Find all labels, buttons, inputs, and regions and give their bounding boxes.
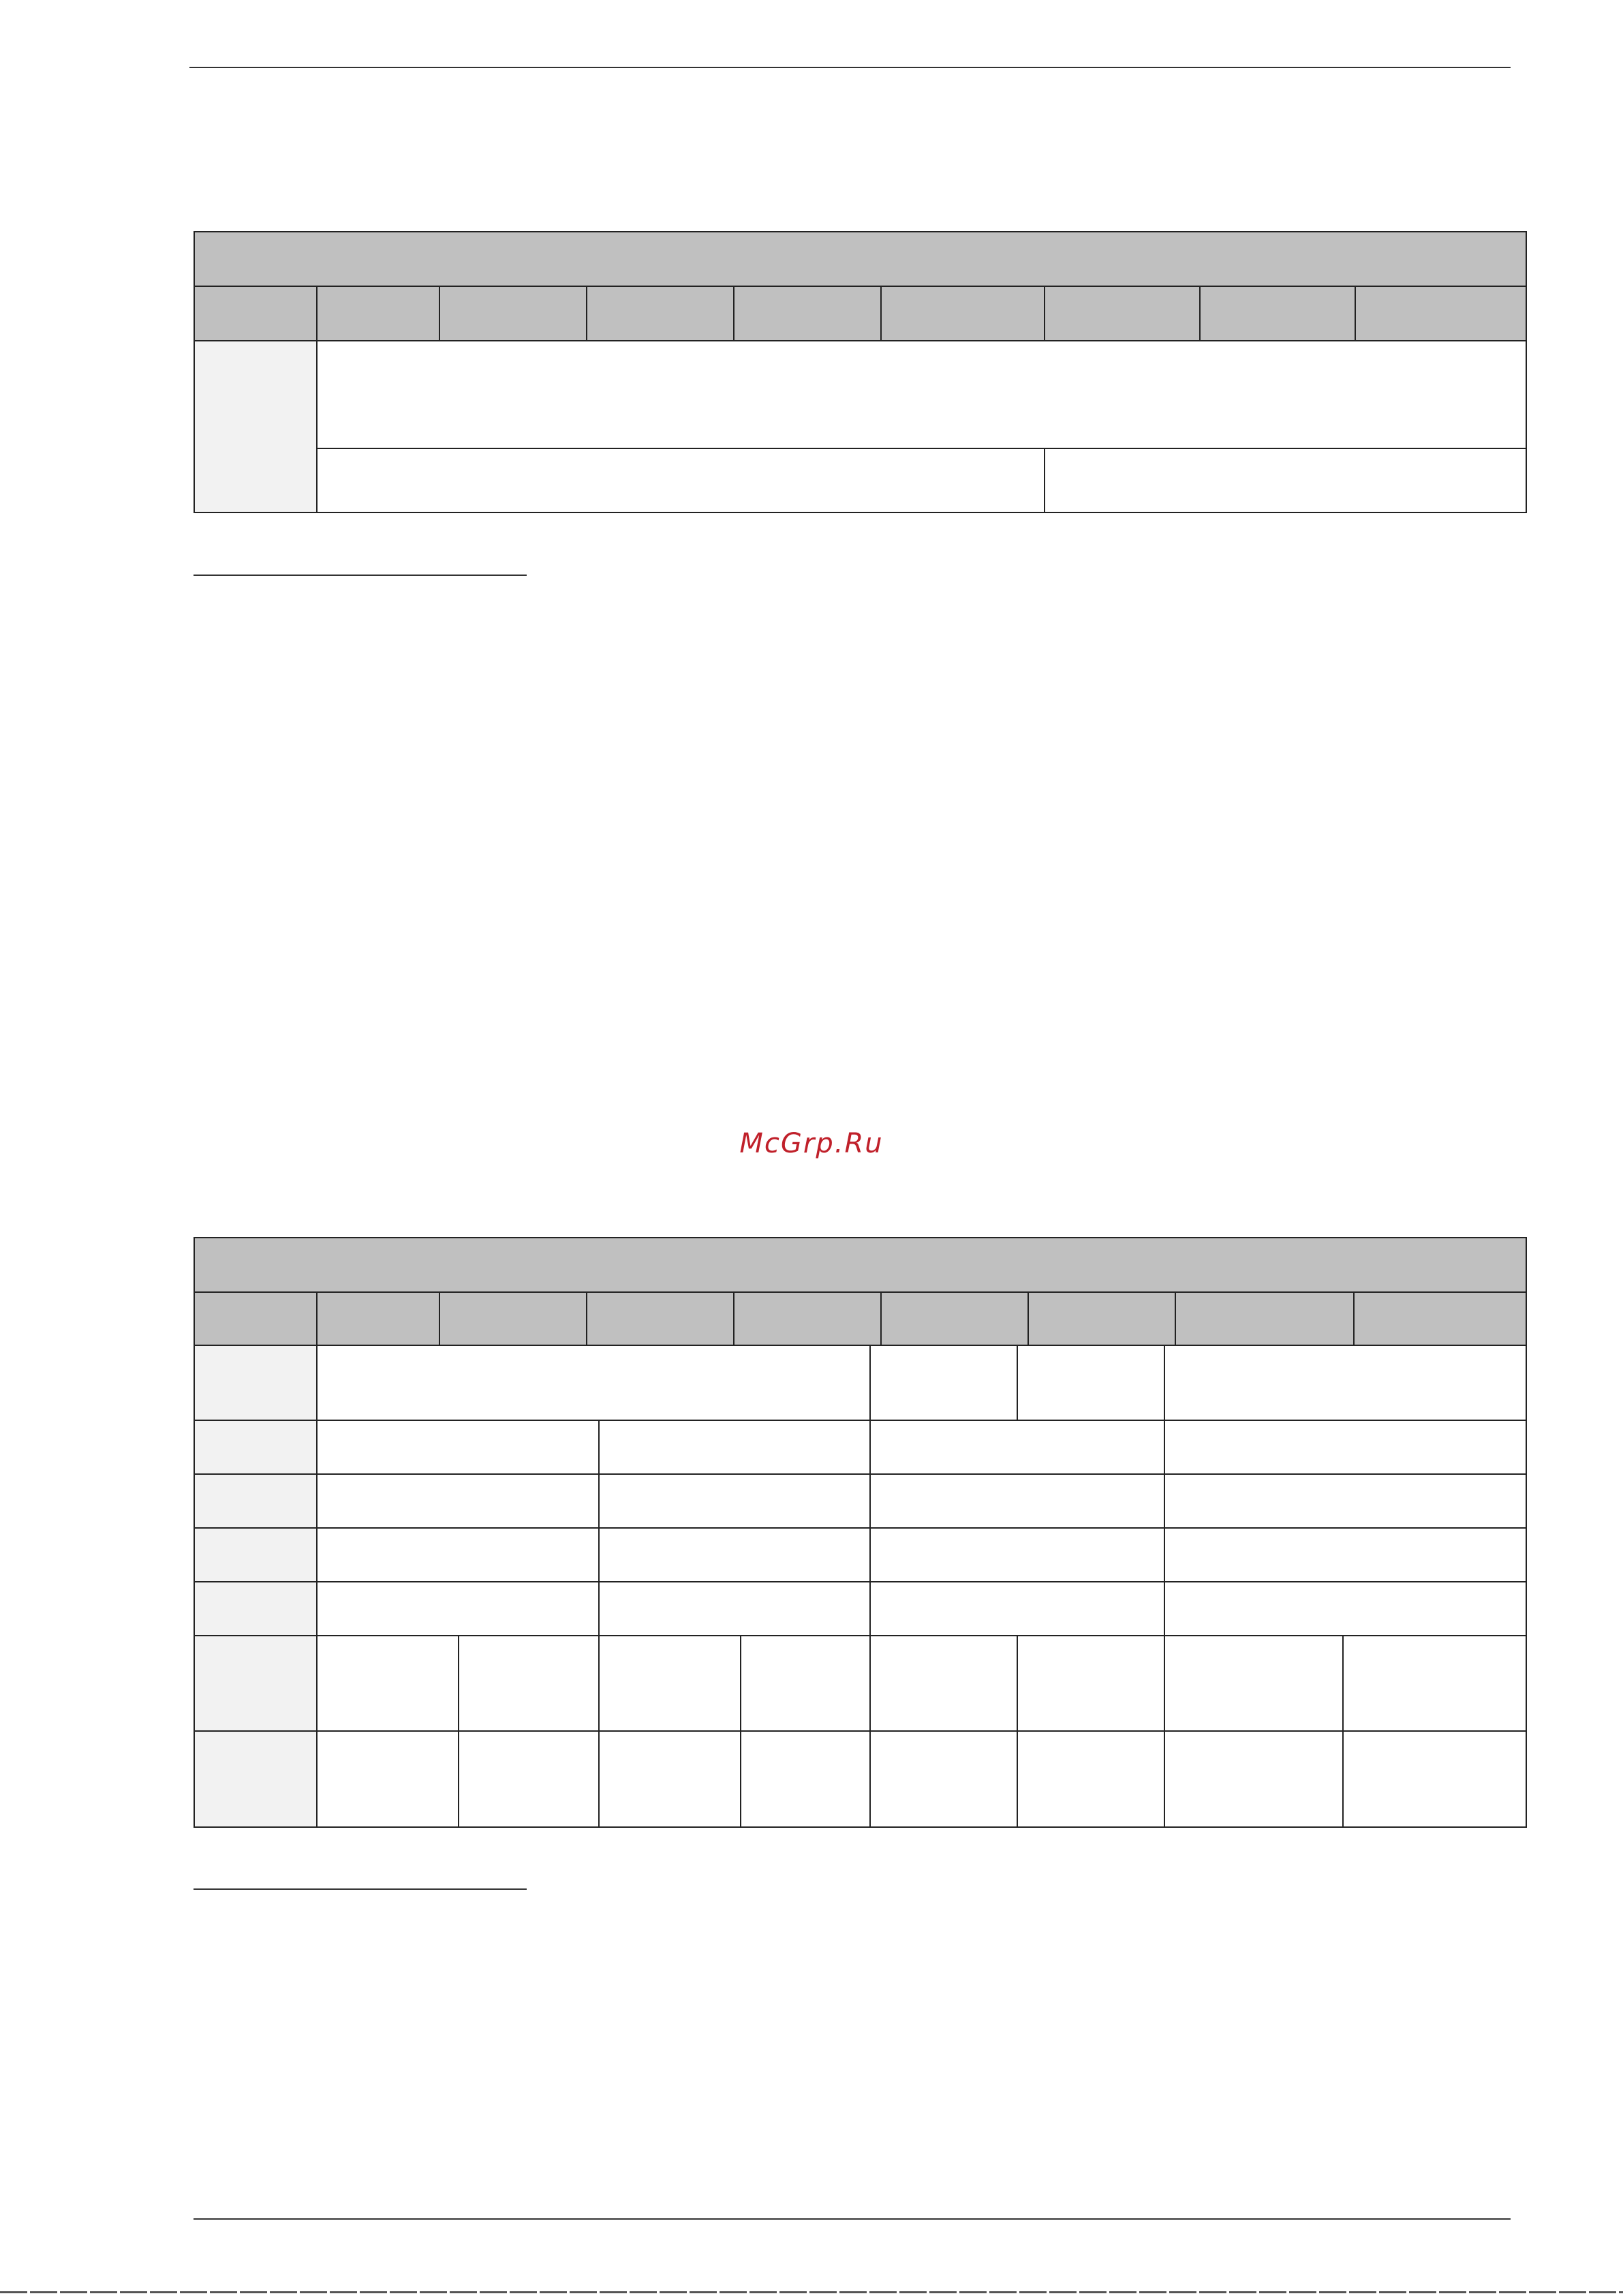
table-2-body-cell — [740, 1635, 871, 1732]
table-1-header-cell — [1355, 286, 1527, 341]
table-2-body-cell — [1017, 1345, 1165, 1421]
table-1-body-cell — [1044, 448, 1527, 513]
table-1 — [194, 231, 1527, 513]
table-2-body-cell — [1164, 1345, 1527, 1421]
footer-rule — [194, 2218, 1511, 2220]
table-1-body-cell — [316, 340, 1527, 449]
table-2-header-cell — [194, 1291, 318, 1346]
table-2-body-cell — [1164, 1581, 1527, 1636]
table-2-row-label — [194, 1635, 318, 1732]
table-2-header-cell — [586, 1291, 735, 1346]
footnote-rule — [194, 575, 527, 576]
table-2-body-cell — [598, 1527, 871, 1582]
table-1-header-cell — [586, 286, 735, 341]
table-2-header-cell — [439, 1291, 587, 1346]
table-1-header-cell — [733, 286, 882, 341]
table-2-body-cell — [1164, 1473, 1527, 1529]
table-1-title-bar — [194, 231, 1527, 287]
table-2-header-cell — [733, 1291, 882, 1346]
table-1-row-label — [194, 340, 318, 513]
table-2-header-cell — [880, 1291, 1029, 1346]
header-rule — [189, 67, 1511, 68]
table-1-body-cell — [316, 448, 1045, 513]
table-2-body-cell — [869, 1473, 1165, 1529]
table-2-body-cell — [316, 1420, 600, 1475]
table-2-header-cell — [1027, 1291, 1176, 1346]
table-2-body-cell — [1164, 1635, 1344, 1732]
table-2-body-cell — [1342, 1635, 1527, 1732]
table-2-body-cell — [869, 1527, 1165, 1582]
table-2-row-label — [194, 1420, 318, 1475]
table-2-body-cell — [869, 1345, 1018, 1421]
table-2-body-cell — [598, 1635, 741, 1732]
table-2-body-cell — [1164, 1527, 1527, 1582]
table-2-body-cell — [1164, 1730, 1344, 1828]
table-2-header-cell — [1175, 1291, 1355, 1346]
table-2-body-cell — [1164, 1420, 1527, 1475]
table-1-header-cell — [1199, 286, 1356, 341]
table-2-body-cell — [458, 1730, 600, 1828]
table-2-body-cell — [869, 1420, 1165, 1475]
table-2-body-cell — [316, 1730, 459, 1828]
table-2-body-cell — [869, 1581, 1165, 1636]
table-2-body-cell — [1342, 1730, 1527, 1828]
table-2-body-cell — [598, 1730, 741, 1828]
table-2-row-label — [194, 1473, 318, 1529]
table-2-title-bar — [194, 1237, 1527, 1293]
table-2-body-cell — [598, 1420, 871, 1475]
table-2-body-cell — [598, 1473, 871, 1529]
table-2-body-cell — [1017, 1730, 1165, 1828]
table-1-header-cell — [1044, 286, 1201, 341]
table-2-body-cell — [316, 1581, 600, 1636]
table-1-header-cell — [194, 286, 318, 341]
table-2-body-cell — [316, 1527, 600, 1582]
table-2-header-cell — [1353, 1291, 1527, 1346]
table-1-header-cell — [880, 286, 1045, 341]
footnote-rule — [194, 1888, 527, 1890]
table-2-body-cell — [458, 1635, 600, 1732]
table-2-row-label — [194, 1581, 318, 1636]
table-2-body-cell — [740, 1730, 871, 1828]
table-2-body-cell — [316, 1345, 871, 1421]
table-2-header-cell — [316, 1291, 440, 1346]
table-2-body-cell — [1017, 1635, 1165, 1732]
watermark-text: McGrp.Ru — [739, 1128, 884, 1159]
table-2-body-cell — [598, 1581, 871, 1636]
bottom-edge-dashes — [0, 2291, 1623, 2293]
table-2-body-cell — [869, 1635, 1018, 1732]
table-2-row-label — [194, 1527, 318, 1582]
table-2-body-cell — [316, 1473, 600, 1529]
table-2-row-label — [194, 1345, 318, 1421]
table-1-header-cell — [439, 286, 587, 341]
table-2 — [194, 1237, 1527, 1828]
table-2-body-cell — [316, 1635, 459, 1732]
table-1-header-cell — [316, 286, 440, 341]
table-2-body-cell — [869, 1730, 1018, 1828]
table-2-row-label — [194, 1730, 318, 1828]
